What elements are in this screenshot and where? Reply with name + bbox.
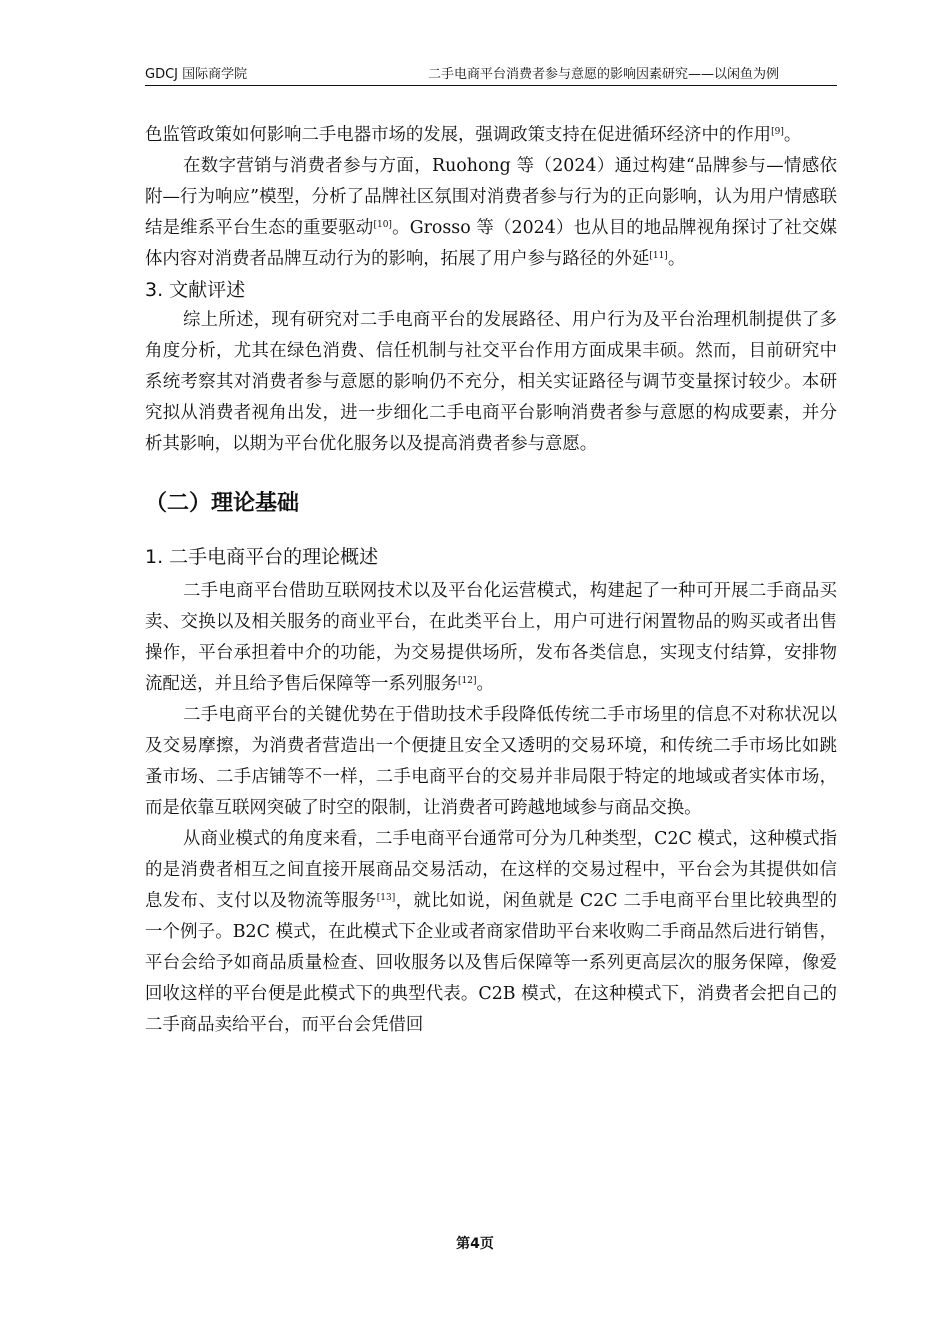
header-divider xyxy=(145,85,837,86)
heading-theoretical-basis: （二）理论基础 xyxy=(145,491,300,516)
citation-12: [12] xyxy=(458,676,477,686)
header-institution: GDCJ 国际商学院 xyxy=(145,67,248,82)
header-paper-title: 二手电商平台消费者参与意愿的影响因素研究——以闲鱼为例 xyxy=(427,67,779,82)
page-body xyxy=(145,120,837,1041)
paragraph-literature-summary: 综上所述，现有研究对二手电商平台的发展路径、用户行为及平台治理机制提供了多角度分析，尤其在绿色消费、信任机制与社交平台作用方面成果丰硕。然而，目前研究中系统考察其对消费者参与意愿的影响仍不充分，相关实证路径与调节变量探讨较少。本研究拟从消费者视角出发，进一步细化二手电商平台影响消费者参与意愿的构成要素，并分析其影响，以期为平台优化服务以及提高消费者参与意愿。 xyxy=(145,310,837,454)
paragraph-business-models: 从商业模式的角度来看，二手电商平台通常可分为几种类型，C2C 模式，这种模式指的是消费者相互之间直接开展商品交易活动，在这样的交易过程中，平台会为其提供如信息发布、支付以及物流等服务[13]，就比如说，闲鱼就是 C2C 二手电商平台里比较典型的一个例子。B2C 模式，在此模式下企业或者商家借助平台来收购二手商品然后进行销售，平台会给予如商品质量检查、回收服务以及售后保障等一系列更高层次的服务保障，像爱回收这样的平台便是此模式下的典型代表。C2B 模式，在这种模式下，消费者会把自己的二手商品卖给平台，而平台会凭借回 xyxy=(145,829,837,1035)
heading-platform-overview: 1. 二手电商平台的理论概述 xyxy=(145,546,379,568)
page-number: 第4页 xyxy=(456,1236,494,1252)
paragraph-digital-marketing: 在数字营销与消费者参与方面，Ruohong 等（2024）通过构建“品牌参与—情感依附—行为响应”模型，分析了品牌社区氛围对消费者参与行为的正向影响，认为用户情感联结是维系平台生态的重要驱动[10]。Grosso 等（2024）也从目的地品牌视角探讨了社交媒体内容对消费者品牌互动行为的影响，拓展了用户参与路径的外延[11]。 xyxy=(145,156,837,269)
citation-11: [11] xyxy=(649,251,668,261)
paragraph-platform-definition: 二手电商平台借助互联网技术以及平台化运营模式，构建起了一种可开展二手商品买卖、交换以及相关服务的商业平台，在此类平台上，用户可进行闲置物品的购买或者出售操作，平台承担着中介的功能，为交易提供场所，发布各类信息，实现支付结算，安排物流配送，并且给予售后保障等一系列服务[12]。 xyxy=(145,581,837,694)
citation-10: [10] xyxy=(373,220,392,230)
paragraph-platform-advantages: 二手电商平台的关键优势在于借助技术手段降低传统二手市场里的信息不对称状况以及交易摩擦，为消费者营造出一个便捷且安全又透明的交易环境，和传统二手市场比如跳蚤市场、二手店铺等不一样，二手电商平台的交易并非局限于特定的地域或者实体市场，而是依靠互联网突破了时空的限制，让消费者可跨越地域参与商品交换。 xyxy=(145,705,837,818)
citation-13: [13] xyxy=(376,893,396,903)
citation-9: [9] xyxy=(771,127,784,137)
paragraph-policy-continuation: 色监管政策如何影响二手电器市场的发展，强调政策支持在促进循环经济中的作用[9]。 xyxy=(145,125,802,145)
heading-literature-review: 3. 文献评述 xyxy=(145,279,246,301)
